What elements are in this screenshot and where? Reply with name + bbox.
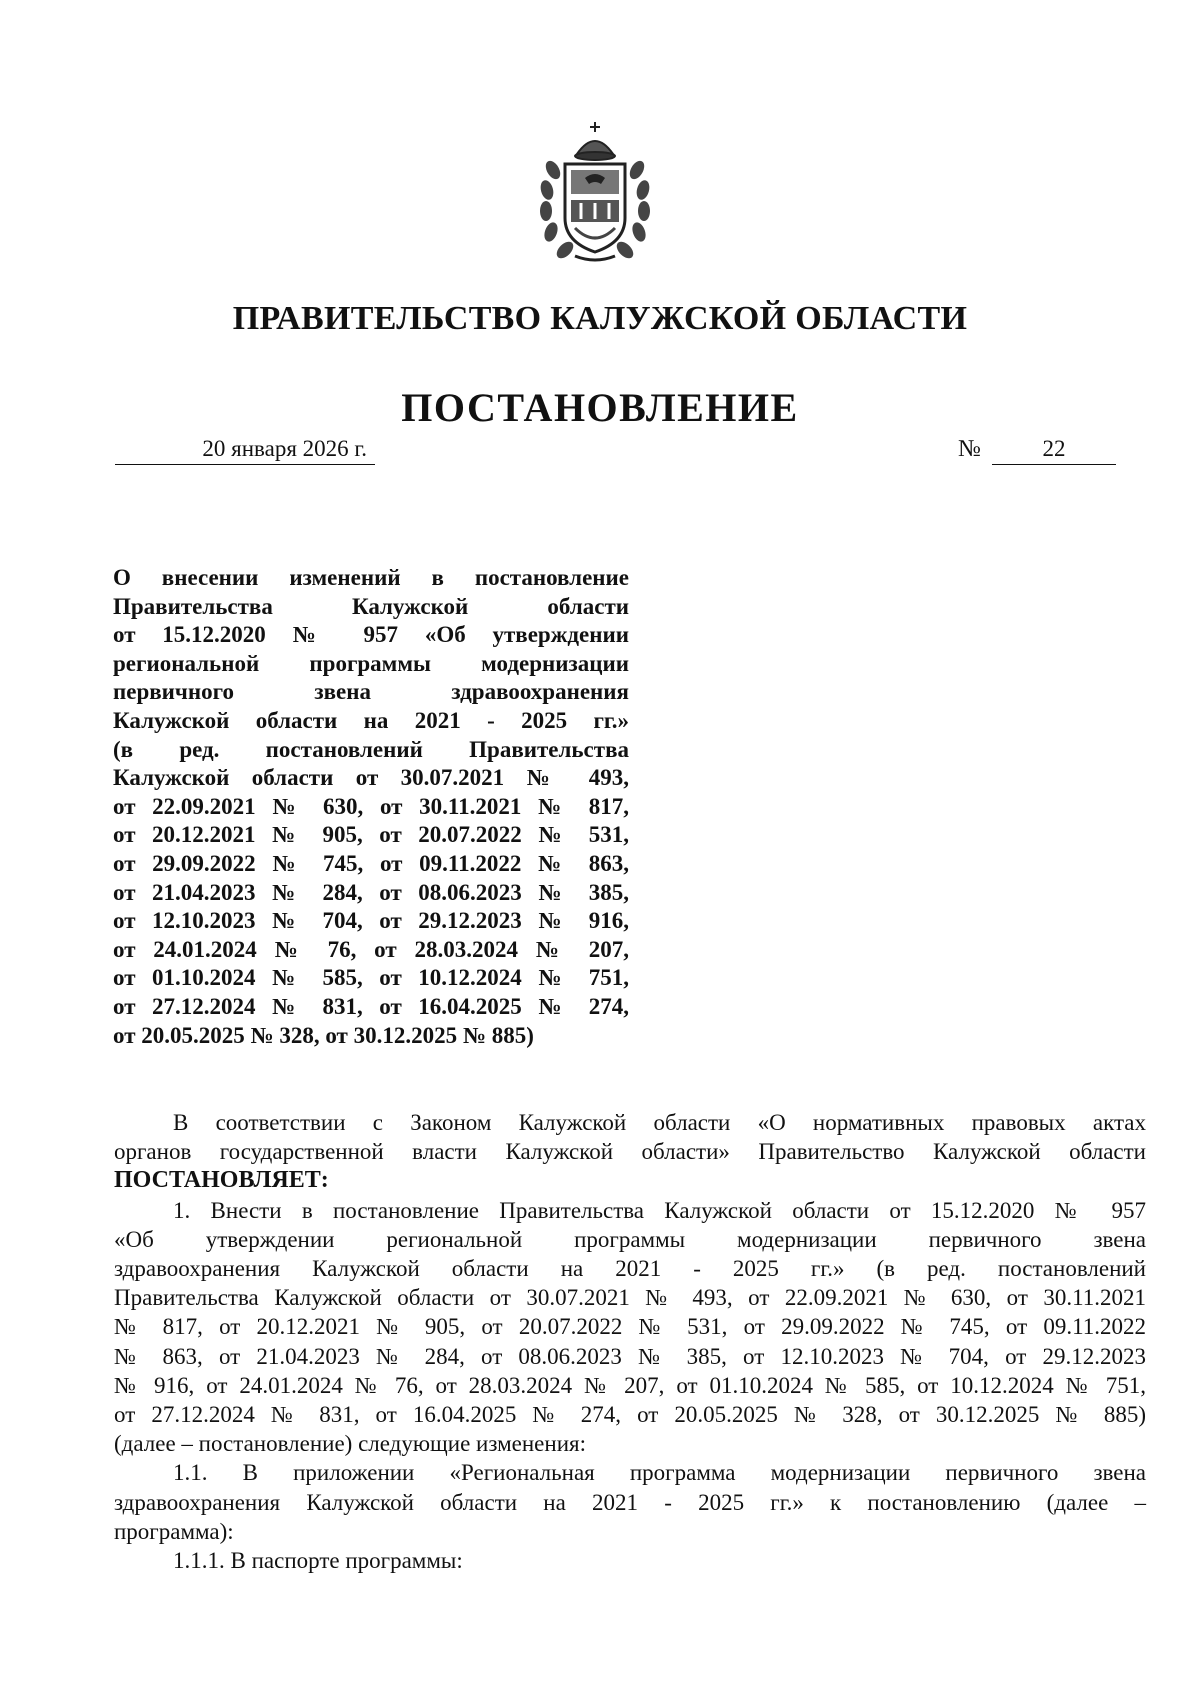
paragraph-1-line: здравоохранения Калужской области на 2021 - 2025 гг.» (в ред. постановлений — [114, 1256, 1146, 1282]
subject-line: от 20.05.2025 № 328, от 30.12.2025 № 885) — [113, 1022, 534, 1048]
subject-line: Правительства Калужской области — [113, 593, 629, 619]
paragraph-1-line: № 863, от 21.04.2023 № 284, от 08.06.2023 № 385, от 12.10.2023 № 704, от 29.12.2023 — [114, 1343, 1146, 1369]
organization-name: ПРАВИТЕЛЬСТВО КАЛУЖСКОЙ ОБЛАСТИ — [232, 300, 968, 337]
subject-line: от 01.10.2024 № 585, от 10.12.2024 № 751, — [113, 965, 629, 991]
subject-line: Калужской области от 30.07.2021 № 493, — [113, 765, 629, 791]
subject-line: от 15.12.2020 № 957 «Об утверждении — [113, 622, 629, 648]
paragraph-1-line: 1. Внести в постановление Правительства Калужской области от 15.12.2020 № 957 — [173, 1197, 1146, 1223]
subject-line: от 20.12.2021 № 905, от 20.07.2022 № 531, — [113, 822, 629, 848]
subject-line: от 27.12.2024 № 831, от 16.04.2025 № 274, — [113, 993, 629, 1019]
subject-line: первичного звена здравоохранения — [113, 679, 629, 705]
coat-of-arms-icon — [535, 118, 655, 264]
subject-line: региональной программы модернизации — [113, 650, 629, 676]
paragraph-1-line: № 916, от 24.01.2024 № 76, от 28.03.2024 № 207, от 01.10.2024 № 585, от 10.12.2024 № 751, — [114, 1372, 1146, 1398]
paragraph-1-1-1: 1.1.1. В паспорте программы: — [173, 1548, 463, 1574]
subject-line: Калужской области на 2021 - 2025 гг.» — [113, 707, 629, 733]
paragraph-1-line: Правительства Калужской области от 30.07.2021 № 493, от 22.09.2021 № 630, от 30.11.2021 — [114, 1285, 1146, 1311]
document-subject — [113, 564, 629, 1050]
paragraph-1-1-line: 1.1. В приложении «Региональная программа модернизации первичного звена — [173, 1460, 1146, 1486]
paragraph-1-line: № 817, от 20.12.2021 № 905, от 20.07.2022 № 531, от 29.09.2022 № 745, от 09.11.2022 — [114, 1314, 1146, 1340]
preamble-line: В соответствии с Законом Калужской области «О нормативных правовых актах — [173, 1110, 1146, 1135]
paragraph-1-line: «Об утверждении региональной программы модернизации первичного звена — [114, 1226, 1146, 1252]
subject-line: от 29.09.2022 № 745, от 09.11.2022 № 863, — [113, 850, 629, 876]
document-date: 20 января 2026 г. — [115, 434, 375, 465]
document-number: 22 — [992, 434, 1116, 465]
paragraph-1-1-line: программа): — [114, 1518, 234, 1544]
resolves-heading: ПОСТАНОВЛЯЕТ: — [114, 1167, 329, 1194]
document-type: ПОСТАНОВЛЕНИЕ — [401, 385, 799, 430]
paragraph-1-line: от 27.12.2024 № 831, от 16.04.2025 № 274, от 20.05.2025 № 328, от 30.12.2025 № 885) — [114, 1402, 1146, 1428]
paragraph-1-line: (далее – постановление) следующие изменения: — [114, 1431, 586, 1457]
subject-line: от 21.04.2023 № 284, от 08.06.2023 № 385, — [113, 879, 629, 905]
subject-line: от 22.09.2021 № 630, от 30.11.2021 № 817, — [113, 793, 629, 819]
subject-line: от 24.01.2024 № 76, от 28.03.2024 № 207, — [113, 936, 629, 962]
subject-line: О внесении изменений в постановление — [113, 565, 629, 590]
preamble-line: органов государственной власти Калужской области» Правительство Калужской области — [114, 1139, 1146, 1165]
subject-line: (в ред. постановлений Правительства — [113, 736, 629, 762]
number-label: № — [958, 436, 981, 462]
paragraph-1-1-line: здравоохранения Калужской области на 2021 - 2025 гг.» к постановлению (далее – — [114, 1489, 1146, 1515]
document-body — [114, 1108, 1146, 1575]
subject-line: от 12.10.2023 № 704, от 29.12.2023 № 916, — [113, 908, 629, 934]
